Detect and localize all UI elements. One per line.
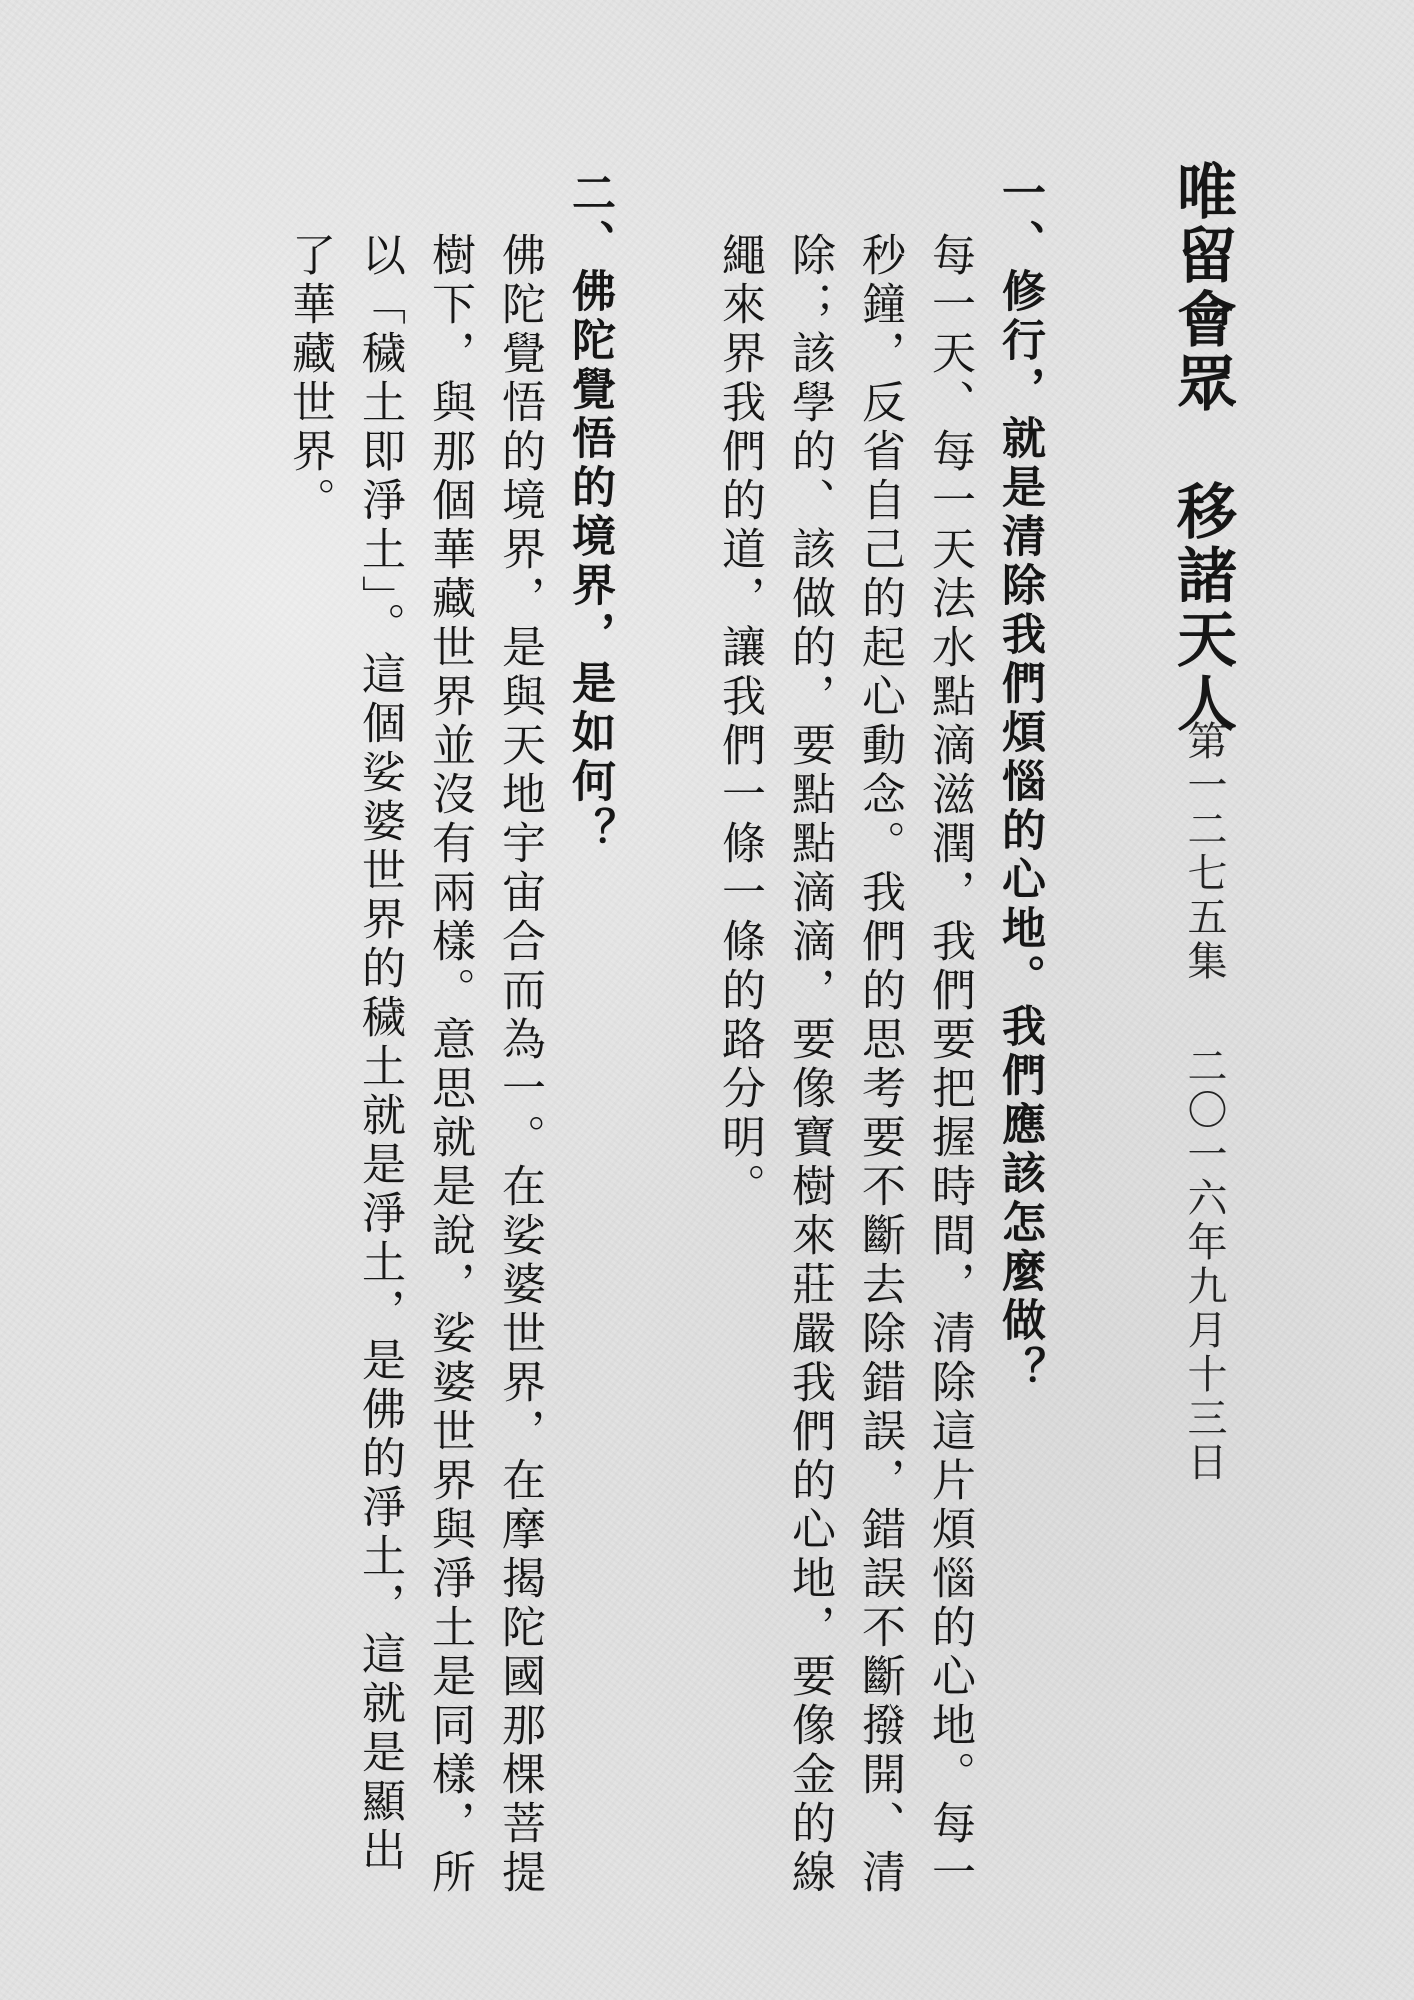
publish-date: 二〇一六年九月十三日 (1181, 1045, 1227, 1485)
paragraph-line: 佛陀覺悟的境界，是與天地宇宙合而為一。在娑婆世界，在摩揭陀國那棵菩提 (494, 232, 545, 1898)
paragraph-line: 除；該學的、該做的，要點點滴滴，要像寶樹來莊嚴我們的心地，要像金的線 (784, 232, 835, 1898)
paragraph-line: 以「穢土即淨土」。這個娑婆世界的穢土就是淨土，是佛的淨土，這就是顯出 (354, 232, 405, 1876)
paragraph-line: 繩來界我們的道，讓我們一條一條的路分明。 (714, 232, 765, 1212)
page-title: 唯留會眾 移諸天人 (1167, 160, 1237, 736)
paragraph-line: 了華藏世界。 (284, 232, 335, 526)
section-heading: 二、佛陀覺悟的境界，是如何？ (564, 170, 615, 856)
paragraph-line: 每一天、每一天法水點滴滋潤，我們要把握時間，清除這片煩惱的心地。每一 (924, 232, 975, 1898)
episode-number: 第一二七五集 (1181, 720, 1227, 984)
section-heading: 一、修行，就是清除我們煩惱的心地。我們應該怎麼做？ (994, 170, 1045, 1395)
paragraph-line: 樹下，與那個華藏世界並沒有兩樣。意思就是說，娑婆世界與淨土是同樣，所 (424, 232, 475, 1898)
paragraph-line: 秒鐘，反省自己的起心動念。我們的思考要不斷去除錯誤，錯誤不斷撥開、清 (854, 232, 905, 1898)
